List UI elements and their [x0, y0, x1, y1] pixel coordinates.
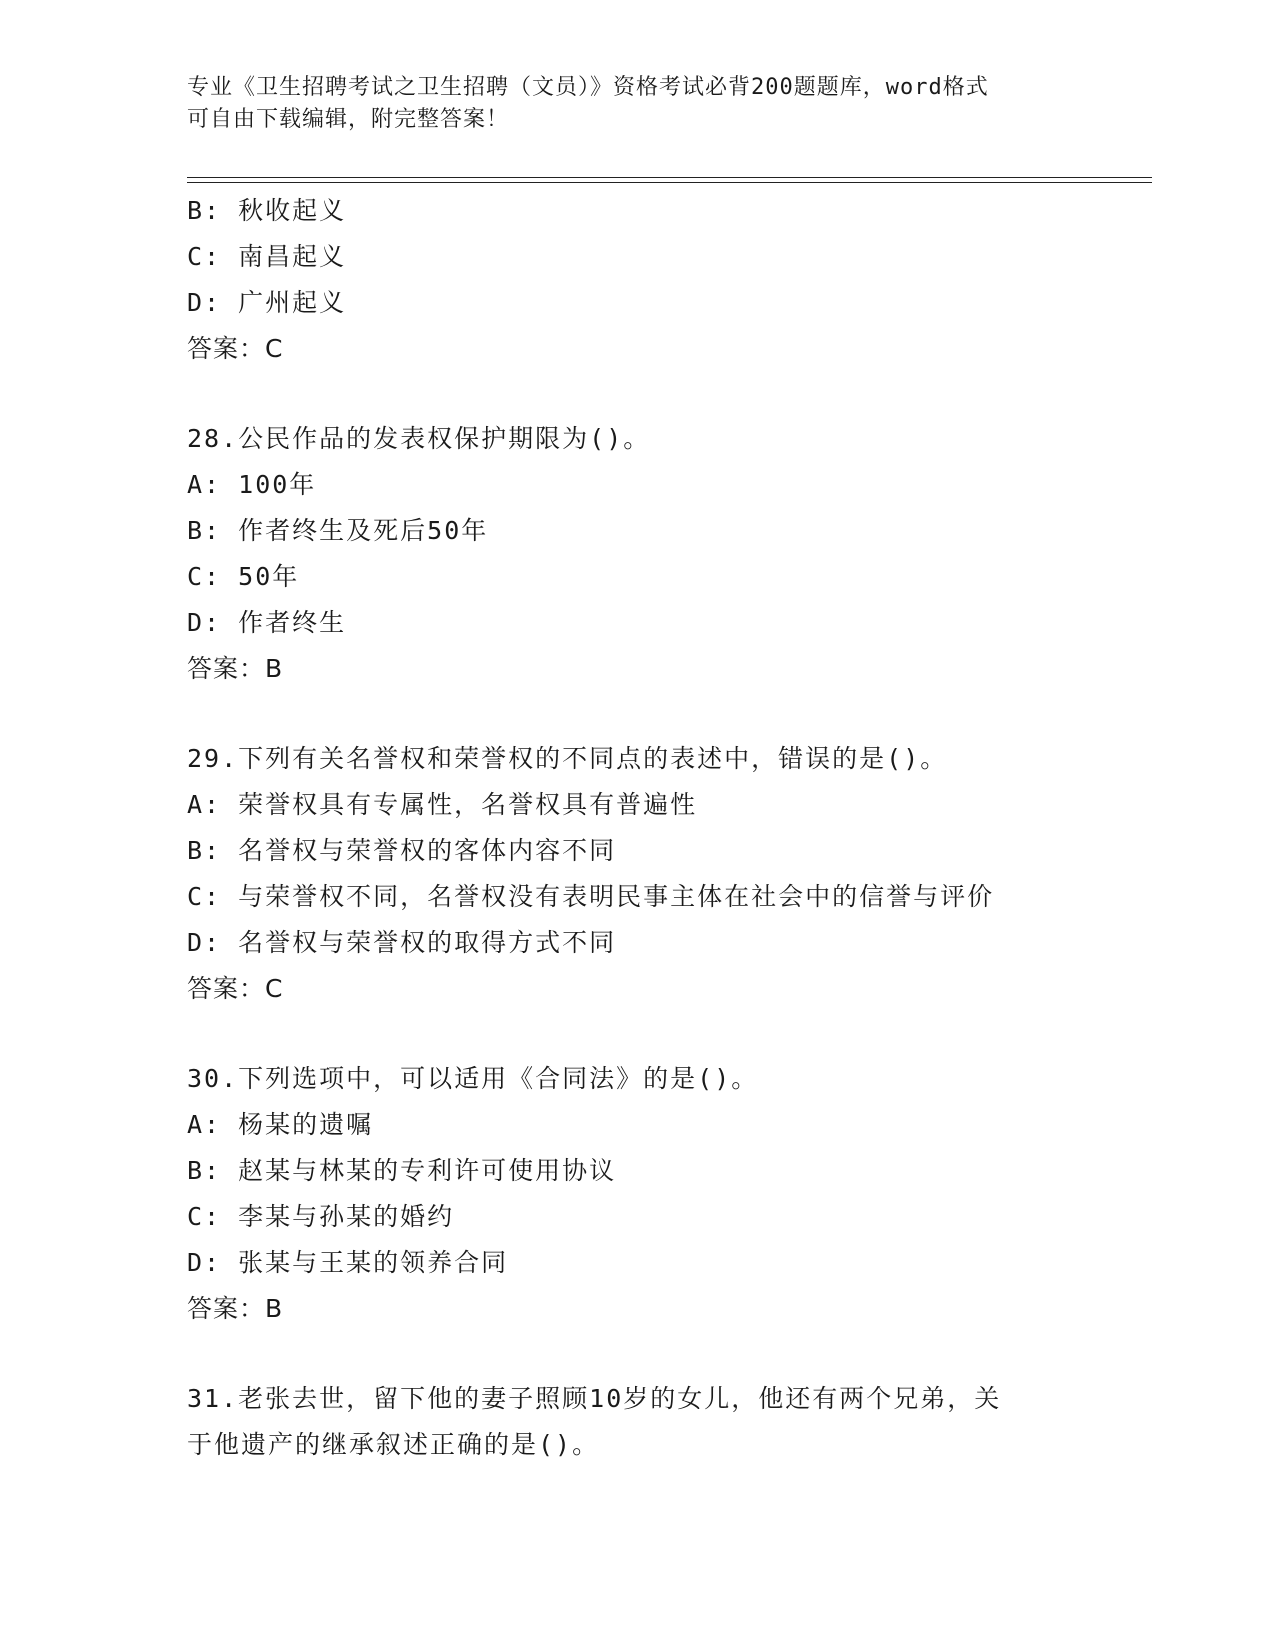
question-spacer: [187, 1012, 1087, 1056]
option-a: A: 杨某的遗嘱: [187, 1110, 374, 1139]
question-27: [187, 188, 1087, 372]
answer: 答案：C: [187, 334, 284, 363]
option-a: A: 100年: [187, 470, 317, 499]
option-b: B: 名誉权与荣誉权的客体内容不同: [187, 836, 617, 865]
option-c: C: 南昌起义: [187, 242, 347, 271]
option-d: D: 张某与王某的领养合同: [187, 1248, 509, 1277]
option-b: B: 作者终生及死后50年: [187, 516, 489, 545]
question-list: [187, 188, 1087, 1468]
question-30: [187, 1056, 1087, 1332]
header-title-line-1: 专业《卫生招聘考试之卫生招聘（文员）》资格考试必背200题题库，word格式: [187, 75, 989, 100]
header-divider-top: [187, 177, 1152, 178]
answer: 答案：C: [187, 974, 284, 1003]
question-stem: 28.公民作品的发表权保护期限为()。: [187, 424, 651, 453]
option-a: A: 荣誉权具有专属性，名誉权具有普遍性: [187, 790, 698, 819]
option-c: C: 李某与孙某的婚约: [187, 1202, 455, 1231]
option-c: C: 50年: [187, 562, 300, 591]
question-stem-line-2: 于他遗产的继承叙述正确的是()。: [187, 1430, 600, 1459]
header-divider-bottom: [187, 182, 1152, 183]
question-spacer: [187, 692, 1087, 736]
document-header: [187, 72, 1067, 136]
header-title-line-2: 可自由下载编辑，附完整答案！: [187, 107, 510, 132]
answer: 答案：B: [187, 654, 284, 683]
option-d: D: 作者终生: [187, 608, 347, 637]
question-stem: 30.下列选项中，可以适用《合同法》的是()。: [187, 1064, 759, 1093]
option-b: B: 秋收起义: [187, 196, 347, 225]
question-stem: 29.下列有关名誉权和荣誉权的不同点的表述中，错误的是()。: [187, 744, 948, 773]
answer: 答案：B: [187, 1294, 284, 1323]
question-29: [187, 736, 1087, 1012]
question-28: [187, 416, 1087, 692]
question-stem-line-1: 31.老张去世，留下他的妻子照顾10岁的女儿，他还有两个兄弟，关: [187, 1384, 1002, 1413]
option-d: D: 名誉权与荣誉权的取得方式不同: [187, 928, 617, 957]
question-31: [187, 1376, 1087, 1468]
option-d: D: 广州起义: [187, 288, 347, 317]
question-spacer: [187, 1332, 1087, 1376]
question-spacer: [187, 372, 1087, 416]
option-b: B: 赵某与林某的专利许可使用协议: [187, 1156, 617, 1185]
option-c: C: 与荣誉权不同，名誉权没有表明民事主体在社会中的信誉与评价: [187, 882, 995, 911]
